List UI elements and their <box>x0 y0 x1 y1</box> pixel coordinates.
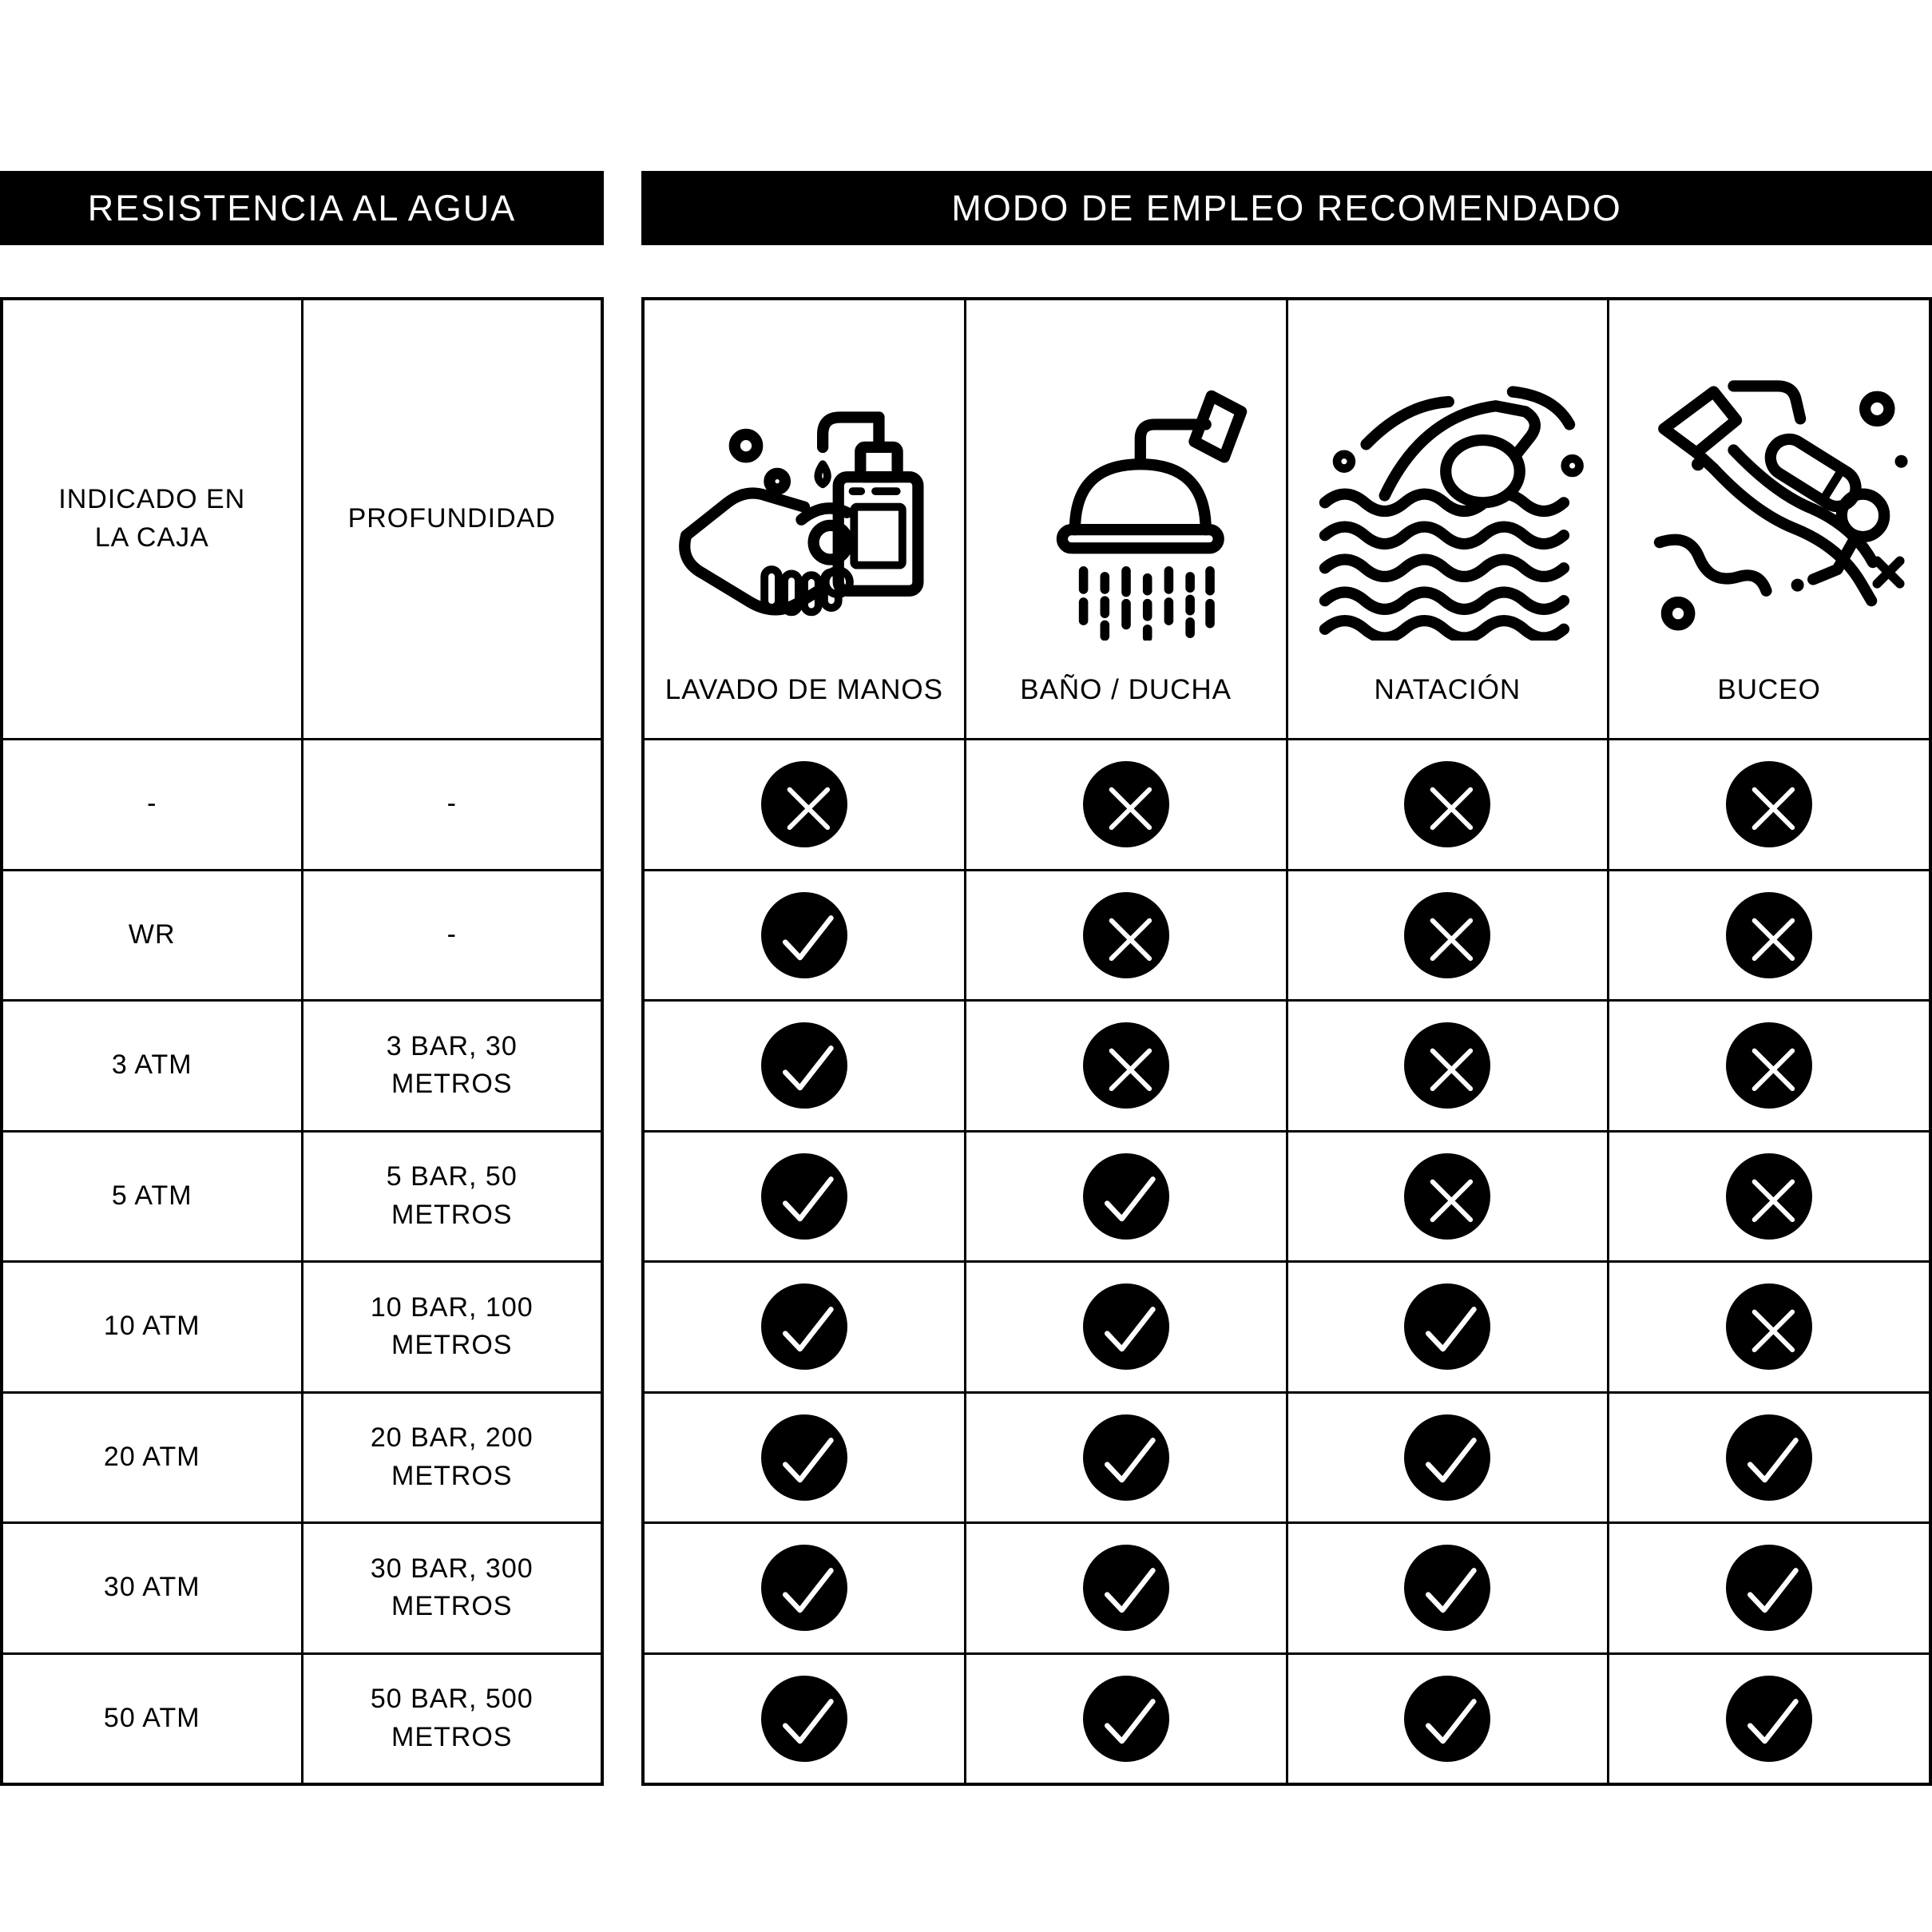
caja-value: 10 ATM <box>103 1311 200 1342</box>
cross-mark-icon <box>1083 1022 1169 1109</box>
caja-cell-row-6 <box>3 1394 301 1522</box>
check-mark-icon <box>761 1414 847 1501</box>
profundidad-value: 3 BAR, 30 METROS <box>386 1030 518 1100</box>
activity-header-4 <box>1609 300 1929 738</box>
mark-cell-r2c4 <box>1609 871 1929 1000</box>
mark-cell-r4c3 <box>1288 1133 1608 1261</box>
mark-cell-r1c4 <box>1609 740 1929 869</box>
mark-cell-r7c4 <box>1609 1524 1929 1652</box>
mark-cell-r3c3 <box>1288 1002 1608 1130</box>
cross-mark-icon <box>1726 1022 1812 1109</box>
profundidad-value: 5 BAR, 50 METROS <box>386 1161 518 1230</box>
mark-cell-r1c1 <box>645 740 964 869</box>
profundidad-cell-row-2 <box>303 871 601 1000</box>
mark-cell-r2c2 <box>966 871 1286 1000</box>
cross-mark-icon <box>1404 1022 1490 1109</box>
swimming-icon-box <box>1288 300 1608 674</box>
mark-cell-r2c1 <box>645 871 964 1000</box>
profundidad-cell-row-5 <box>303 1263 601 1391</box>
left-panel-title-bar <box>0 171 604 245</box>
caja-cell-row-2 <box>3 871 301 1000</box>
check-mark-icon <box>761 1283 847 1370</box>
activity-header-1 <box>645 300 964 738</box>
mark-cell-r5c4 <box>1609 1263 1929 1391</box>
mark-cell-r3c2 <box>966 1002 1286 1130</box>
mark-cell-r2c3 <box>1288 871 1608 1000</box>
profundidad-cell-row-6 <box>303 1394 601 1522</box>
check-mark-icon <box>761 1022 847 1109</box>
mark-cell-r7c2 <box>966 1524 1286 1652</box>
mark-cell-r7c3 <box>1288 1524 1608 1652</box>
mark-cell-r4c2 <box>966 1133 1286 1261</box>
check-mark-icon <box>761 1676 847 1762</box>
right-panel-title: MODO DE EMPLEO RECOMENDADO <box>951 187 1622 228</box>
check-mark-icon <box>1404 1283 1490 1370</box>
mark-cell-r5c3 <box>1288 1263 1608 1391</box>
check-mark-icon <box>761 1153 847 1240</box>
caja-value: 50 ATM <box>103 1702 200 1733</box>
mark-cell-r5c1 <box>645 1263 964 1391</box>
mark-cell-r8c2 <box>966 1655 1286 1783</box>
check-mark-icon <box>1083 1545 1169 1631</box>
mark-cell-r1c2 <box>966 740 1286 869</box>
activity-label: BAÑO / DUCHA <box>1020 674 1232 705</box>
mark-cell-r6c4 <box>1609 1394 1929 1522</box>
check-mark-icon <box>1083 1414 1169 1501</box>
check-mark-icon <box>1726 1414 1812 1501</box>
caja-value: WR <box>128 918 176 950</box>
caja-cell-row-3 <box>3 1002 301 1130</box>
profundidad-value: 20 BAR, 200 METROS <box>370 1422 534 1491</box>
left-panel-title: RESISTENCIA AL AGUA <box>87 187 517 228</box>
caja-value: 3 ATM <box>111 1049 192 1081</box>
profundidad-cell-row-7 <box>303 1524 601 1652</box>
caja-value: 30 ATM <box>103 1572 200 1603</box>
profundidad-cell-row-4 <box>303 1133 601 1261</box>
activity-label: BUCEO <box>1717 674 1821 705</box>
mark-cell-r7c1 <box>645 1524 964 1652</box>
diving-icon-box <box>1609 300 1929 674</box>
check-mark-icon <box>761 892 847 978</box>
mark-cell-r1c3 <box>1288 740 1608 869</box>
mark-cell-r6c2 <box>966 1394 1286 1522</box>
mark-cell-r3c4 <box>1609 1002 1929 1130</box>
caja-value: 5 ATM <box>111 1180 192 1211</box>
caja-cell-row-7 <box>3 1524 301 1652</box>
check-mark-icon <box>1083 1153 1169 1240</box>
column-header-text: INDICADO EN LA CAJA <box>58 484 246 553</box>
handwash-icon-box <box>645 300 964 674</box>
check-mark-icon <box>761 1545 847 1631</box>
profundidad-cell-row-8 <box>303 1655 601 1783</box>
recommended-use-table <box>641 297 1932 1786</box>
caja-cell-row-1 <box>3 740 301 869</box>
check-mark-icon <box>1404 1545 1490 1631</box>
profundidad-value: - <box>446 918 457 950</box>
caja-cell-row-4 <box>3 1133 301 1261</box>
caja-cell-row-8 <box>3 1655 301 1783</box>
cross-mark-icon <box>1726 1153 1812 1240</box>
shower-icon <box>984 356 1268 641</box>
water-resistance-table <box>0 297 604 1786</box>
cross-mark-icon <box>1404 1153 1490 1240</box>
swimming-icon <box>1305 356 1589 641</box>
cross-mark-icon <box>1083 892 1169 978</box>
cross-mark-icon <box>1726 1283 1812 1370</box>
mark-cell-r3c1 <box>645 1002 964 1130</box>
activity-header-2 <box>966 300 1286 738</box>
caja-value: 20 ATM <box>103 1441 200 1472</box>
cross-mark-icon <box>1083 761 1169 847</box>
mark-cell-r8c3 <box>1288 1655 1608 1783</box>
mark-cell-r8c4 <box>1609 1655 1929 1783</box>
column-header-indicado-en-la-caja <box>3 300 301 738</box>
caja-value: - <box>147 788 157 819</box>
column-header-profundidad <box>303 300 601 738</box>
profundidad-value: - <box>446 788 457 819</box>
mark-cell-r4c1 <box>645 1133 964 1261</box>
diving-icon <box>1627 356 1911 641</box>
mark-cell-r6c1 <box>645 1394 964 1522</box>
check-mark-icon <box>1404 1676 1490 1762</box>
check-mark-icon <box>1083 1283 1169 1370</box>
activity-header-3 <box>1288 300 1608 738</box>
cross-mark-icon <box>1726 892 1812 978</box>
profundidad-value: 10 BAR, 100 METROS <box>370 1291 534 1361</box>
check-mark-icon <box>1404 1414 1490 1501</box>
cross-mark-icon <box>1404 892 1490 978</box>
profundidad-value: 50 BAR, 500 METROS <box>370 1684 534 1752</box>
activity-label: NATACIÓN <box>1374 674 1521 705</box>
profundidad-value: 30 BAR, 300 METROS <box>370 1553 534 1622</box>
check-mark-icon <box>1083 1676 1169 1762</box>
handwash-icon <box>662 356 946 641</box>
right-panel-title-bar <box>641 171 1932 245</box>
mark-cell-r5c2 <box>966 1263 1286 1391</box>
check-mark-icon <box>1726 1545 1812 1631</box>
cross-mark-icon <box>761 761 847 847</box>
caja-cell-row-5 <box>3 1263 301 1391</box>
cross-mark-icon <box>1404 761 1490 847</box>
mark-cell-r8c1 <box>645 1655 964 1783</box>
profundidad-cell-row-1 <box>303 740 601 869</box>
activity-label: LAVADO DE MANOS <box>664 674 943 705</box>
mark-cell-r6c3 <box>1288 1394 1608 1522</box>
profundidad-cell-row-3 <box>303 1002 601 1130</box>
check-mark-icon <box>1726 1676 1812 1762</box>
cross-mark-icon <box>1726 761 1812 847</box>
mark-cell-r4c4 <box>1609 1133 1929 1261</box>
shower-icon-box <box>966 300 1286 674</box>
column-header-text: PROFUNDIDAD <box>347 503 556 534</box>
